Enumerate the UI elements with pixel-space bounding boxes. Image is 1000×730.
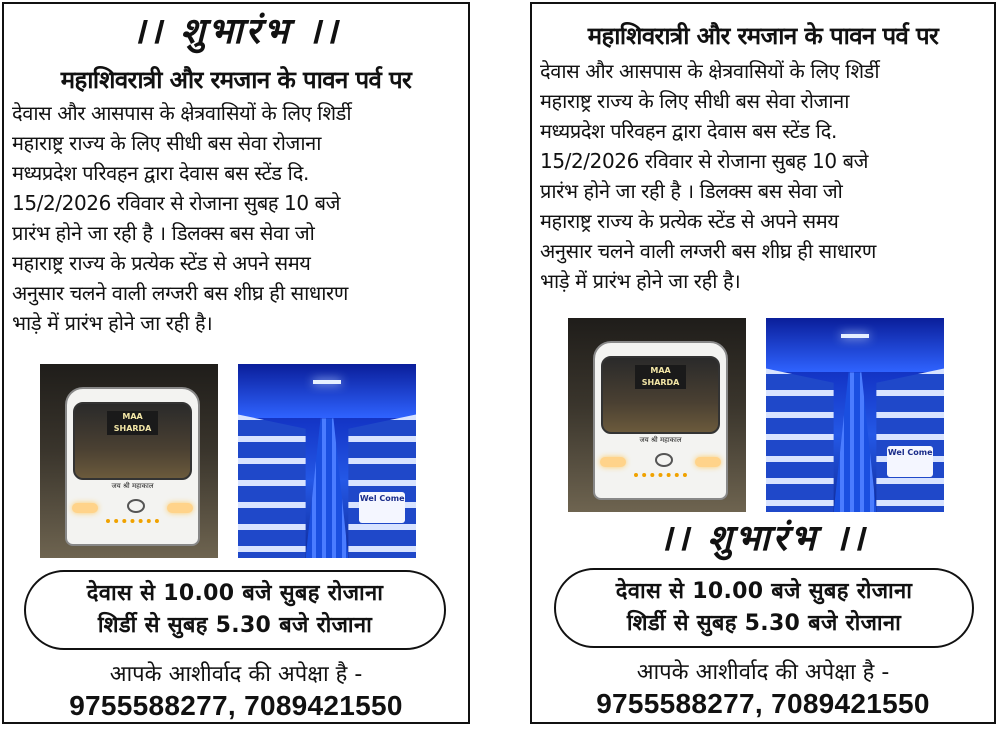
body-line: देवास और आसपास के क्षेत्रवासियों के लिए शिर्डी: [540, 59, 880, 83]
bus-body: [593, 341, 728, 500]
advert-right: [530, 2, 996, 724]
bus-windshield: [601, 356, 719, 434]
bus-interior-photo: [238, 364, 416, 558]
shirdi-departure: शिर्डी से सुबह 5.30 बजे रोजाना: [626, 611, 902, 636]
body-line: मध्यप्रदेश परिवहन द्वारा देवास बस स्टेंड दि.: [540, 119, 837, 143]
contact-phones: 9755588277, 7089421550: [596, 688, 930, 719]
seat-row-left: [238, 414, 306, 558]
body-line: 15/2/2026 रविवार से रोजाना सुबह 10 बजे: [12, 191, 341, 215]
bus-interior-photo: [766, 318, 944, 512]
bus-body: [65, 387, 200, 546]
bus-aisle: [306, 418, 349, 558]
body-line: अनुसार चलने वाली लग्जरी बस शीघ्र ही साधारण: [12, 281, 348, 305]
body-line: देवास और आसपास के क्षेत्रवासियों के लिए शिर्डी: [12, 101, 352, 125]
advert-left: [2, 2, 470, 724]
ceiling-light: [841, 334, 870, 338]
body-line: महाराष्ट्र राज्य के प्रत्येक स्टेंड से अपने समय: [540, 209, 839, 233]
body-line: 15/2/2026 रविवार से रोजाना सुबह 10 बजे: [540, 149, 869, 173]
body-line: महाराष्ट्र राज्य के लिए सीधी बस सेवा रोजाना: [540, 89, 850, 113]
timings-box: [24, 570, 446, 650]
bus-exterior-photo: [568, 318, 746, 512]
ceiling-light: [313, 380, 342, 384]
contact-phones: 9755588277, 7089421550: [69, 690, 403, 721]
body-line: प्रारंभ होने जा रही है । डिलक्स बस सेवा जो: [540, 179, 843, 203]
headline: महाशिवरात्री और रमजान के पावन पर्व पर: [60, 66, 412, 94]
body-line: भाड़े में प्रारंभ होने जा रही है।: [12, 311, 213, 335]
body-line: अनुसार चलने वाली लग्जरी बस शीघ्र ही साधारण: [540, 239, 876, 263]
shirdi-departure: शिर्डी से सुबह 5.30 बजे रोजाना: [97, 613, 373, 638]
timings-box: [554, 568, 974, 648]
welcome-sticker: Wel Come: [359, 492, 405, 523]
welcome-sticker: Wel Come: [887, 446, 933, 477]
seat-row-right: [876, 368, 944, 512]
bus-ceiling: [766, 318, 944, 372]
seat-row-right: [348, 414, 416, 558]
bus-photos: [40, 364, 416, 558]
bus-front-text: जय श्री महाकाल: [111, 482, 154, 491]
bus-exterior-photo: [40, 364, 218, 558]
seat-row-left: [766, 368, 834, 512]
bus-aisle: [834, 372, 877, 512]
flower-garland: [634, 463, 687, 477]
bus-front-text: जय श्री महाकाल: [639, 436, 682, 445]
flower-garland: [106, 509, 159, 523]
bus-windshield: [73, 402, 191, 480]
blessing-text: आपके आशीर्वाद की अपेक्षा है -: [636, 660, 890, 685]
shubharambh-heading: ।। शुभारंभ ।।: [658, 517, 868, 559]
body-line: महाराष्ट्र राज्य के प्रत्येक स्टेंड से अपने समय: [12, 251, 311, 275]
body-line: भाड़े में प्रारंभ होने जा रही है।: [540, 269, 741, 293]
bus-photos: [568, 318, 944, 512]
headline: महाशिवरात्री और रमजान के पावन पर्व पर: [587, 22, 939, 50]
bus-destination-board: MAA SHARDA: [635, 365, 685, 389]
dewas-departure: देवास से 10.00 बजे सुबह रोजाना: [615, 579, 913, 604]
shubharambh-heading: ।। शुभारंभ ।।: [131, 10, 341, 52]
bus-ceiling: [238, 364, 416, 418]
announcement-body: [532, 56, 994, 296]
announcement-body: [4, 98, 468, 338]
body-line: महाराष्ट्र राज्य के लिए सीधी बस सेवा रोजाना: [12, 131, 322, 155]
bus-destination-board: MAA SHARDA: [107, 411, 157, 435]
body-line: प्रारंभ होने जा रही है । डिलक्स बस सेवा जो: [12, 221, 315, 245]
dewas-departure: देवास से 10.00 बजे सुबह रोजाना: [86, 581, 384, 606]
body-line: मध्यप्रदेश परिवहन द्वारा देवास बस स्टेंड दि.: [12, 161, 309, 185]
blessing-text: आपके आशीर्वाद की अपेक्षा है -: [109, 662, 363, 687]
